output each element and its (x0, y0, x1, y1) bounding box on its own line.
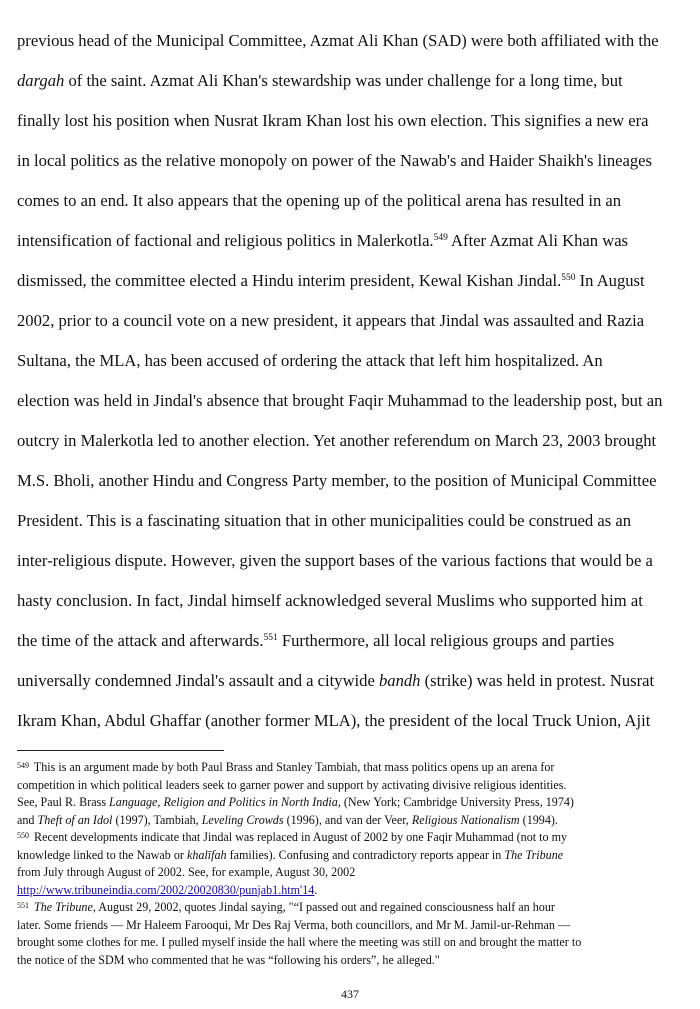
body-line: President. This is a fascinating situation that in other municipalities could be construed as an (17, 511, 631, 530)
body-line: intensification of factional and religious politics in Malerkotla.$^{549}$ After Azmat Ali Khan was (17, 231, 629, 250)
footnote-line: the notice of the SDM who commented that he was “following his orders”, he alleged." (17, 952, 440, 967)
body-line: previous head of the Municipal Committee, Azmat Ali Khan (SAD) were both affiliated with the (17, 31, 659, 50)
footnote-divider (17, 750, 224, 751)
body-line: dargah of the saint. Azmat Ali Khan's stewardship was under challenge for a long time, but (17, 71, 623, 90)
footnote-ref-550[interactable]: 550 (561, 273, 576, 283)
footnote-line: brought some clothes for me. I pulled myself inside the hall where the meeting was still on and brought the matter to (17, 935, 582, 949)
body-line: M.S. Bholi, another Hindu and Congress Party member, to the position of Municipal Committee (17, 471, 657, 490)
footnote-551: $^{551}$ The Tribune, August 29, 2002, quotes Jindal saying, "“I passed out and regained consciousness half an hour (17, 900, 555, 914)
footnote-ref-549[interactable]: 549 (433, 233, 448, 243)
body-line: universally condemned Jindal's assault and a citywide bandh (strike) was held in protest. Nusrat (17, 671, 655, 690)
body-line: finally lost his position when Nusrat Ikram Khan lost his own election. This signifies a new era (17, 111, 649, 130)
footnote-line: http://www.tribuneindia.com/2002/20020830/punjab1.htm'14. (17, 882, 318, 897)
footnote-549: $^{549}$ This is an argument made by both Paul Brass and Stanley Tambiah, that mass politics opens up an arena for (17, 760, 555, 774)
body-line: outcry in Malerkotla led to another election. Yet another referendum on March 23, 2003 brought (17, 431, 657, 450)
footnote-line: competition in which political leaders seek to garner power and support by activating divisive religious identities. (17, 777, 567, 792)
body-text (17, 21, 697, 741)
footnote-line: from July through August of 2002. See, for example, August 30, 2002 (17, 865, 356, 879)
footnote-550: $^{550}$ Recent developments indicate that Jindal was replaced in August of 2002 by one Faqir Muhammad (not to my (17, 830, 568, 844)
body-line: election was held in Jindal's absence that brought Faqir Muhammad to the leadership post, but an (17, 391, 663, 410)
body-line: comes to an end. It also appears that the opening up of the political arena has resulted in an (17, 191, 622, 210)
italic-term: bandh (378, 671, 421, 690)
body-line: inter-religious dispute. However, given the support bases of the various factions that would be a (17, 551, 653, 570)
footnote-line: See, Paul R. Brass Language, Religion and Politics in North India, (New York; Cambridge University Press, 1974) (17, 795, 574, 809)
footnotes (17, 759, 691, 969)
footnote-ref-551[interactable]: 551 (263, 633, 278, 643)
footnote-line: and Theft of an Idol (1997), Tambiah, Leveling Crowds (1996), and van der Veer, Religious Nationalism (1994). (17, 812, 558, 827)
italic-term: dargah (17, 71, 65, 90)
footnote-line: later. Some friends — Mr Haleem Farooqui, Mr Des Raj Verma, both councillors, and Mr M. Jamil-ur-Rehman — (17, 917, 571, 932)
body-line: 2002, prior to a council vote on a new president, it appears that Jindal was assaulted and Razia (17, 311, 645, 330)
body-line: dismissed, the committee elected a Hindu interim president, Kewal Kishan Jindal.$^{550}$ In August (17, 271, 645, 290)
footnote-line: knowledge linked to the Nawab or khalīfah families). Confusing and contradictory reports appear in The Tribune (17, 847, 564, 862)
body-line: in local politics as the relative monopoly on power of the Nawab's and Haider Shaikh's lineages (17, 151, 652, 170)
page-number: 437 (341, 987, 359, 1001)
body-line: the time of the attack and afterwards.$^{551}$ Furthermore, all local religious groups and parties (17, 631, 615, 650)
body-line: hasty conclusion. In fact, Jindal himself acknowledged several Muslims who supported him at (17, 591, 643, 610)
body-line: Sultana, the MLA, has been accused of ordering the attack that left him hospitalized. An (17, 351, 603, 370)
tribune-link[interactable]: http://www.tribuneindia.com/2002/20020830/punjab1.htm'14 (17, 882, 315, 897)
body-line: Ikram Khan, Abdul Ghaffar (another former MLA), the president of the local Truck Union, Ajit (17, 711, 651, 730)
